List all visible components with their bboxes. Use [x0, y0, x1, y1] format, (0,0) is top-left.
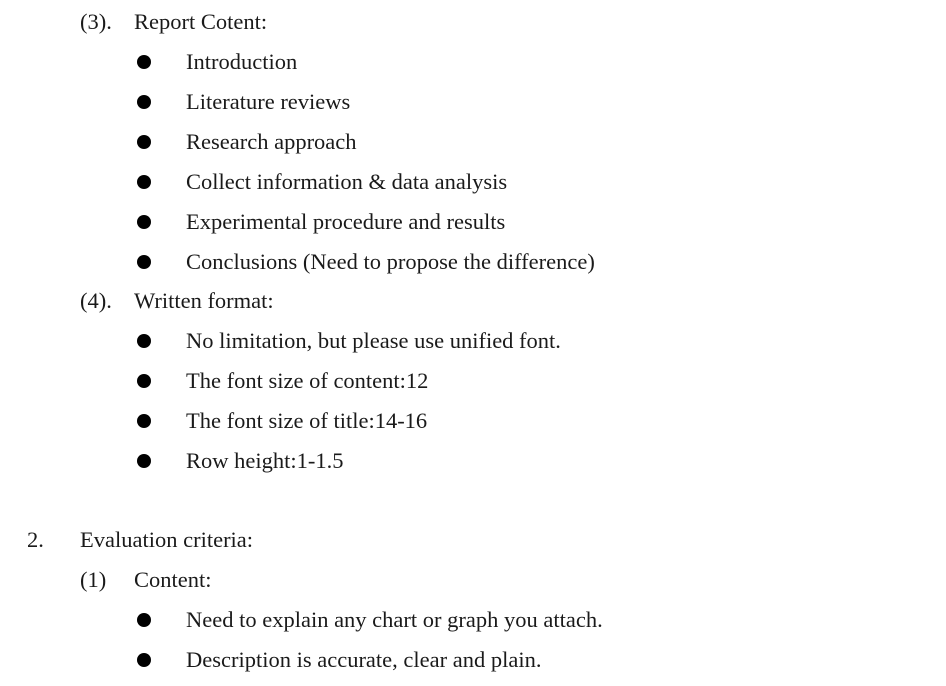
bullet-icon — [137, 55, 151, 69]
bullet-icon — [137, 175, 151, 189]
bullet-icon — [137, 135, 151, 149]
list-item: Description is accurate, clear and plain. — [186, 647, 542, 672]
bullet-icon — [137, 255, 151, 269]
bullet-icon — [137, 215, 151, 229]
bullet-icon — [137, 95, 151, 109]
list-item: No limitation, but please use unified font. — [186, 328, 561, 353]
section-4-title: Written format: — [134, 288, 274, 313]
list-item: Collect information & data analysis — [186, 169, 508, 194]
section-4-marker: (4). — [80, 288, 112, 313]
bullet-icon — [137, 653, 151, 667]
bullet-icon — [137, 414, 151, 428]
list-item: Experimental procedure and results — [186, 209, 506, 234]
bullet-icon — [137, 334, 151, 348]
list-item: Conclusions (Need to propose the difference) — [186, 249, 595, 274]
section-3-title: Report Cotent: — [134, 9, 268, 34]
list-item: Research approach — [186, 129, 357, 154]
evaluation-title: Evaluation criteria: — [80, 527, 254, 552]
content-title: Content: — [134, 567, 212, 592]
bullet-icon — [137, 613, 151, 627]
list-item: Need to explain any chart or graph you attach. — [186, 607, 603, 632]
content-marker: (1) — [80, 567, 107, 592]
section-3-marker: (3). — [80, 9, 112, 34]
bullet-icon — [137, 454, 151, 468]
list-item: Literature reviews — [186, 89, 351, 114]
list-item: The font size of content:12 — [186, 368, 429, 393]
bullet-icon — [137, 374, 151, 388]
list-item: Row height:1-1.5 — [186, 448, 344, 473]
list-item: The font size of title:14-16 — [186, 408, 428, 433]
list-item: Introduction — [186, 49, 298, 74]
evaluation-marker: 2. — [27, 527, 44, 552]
